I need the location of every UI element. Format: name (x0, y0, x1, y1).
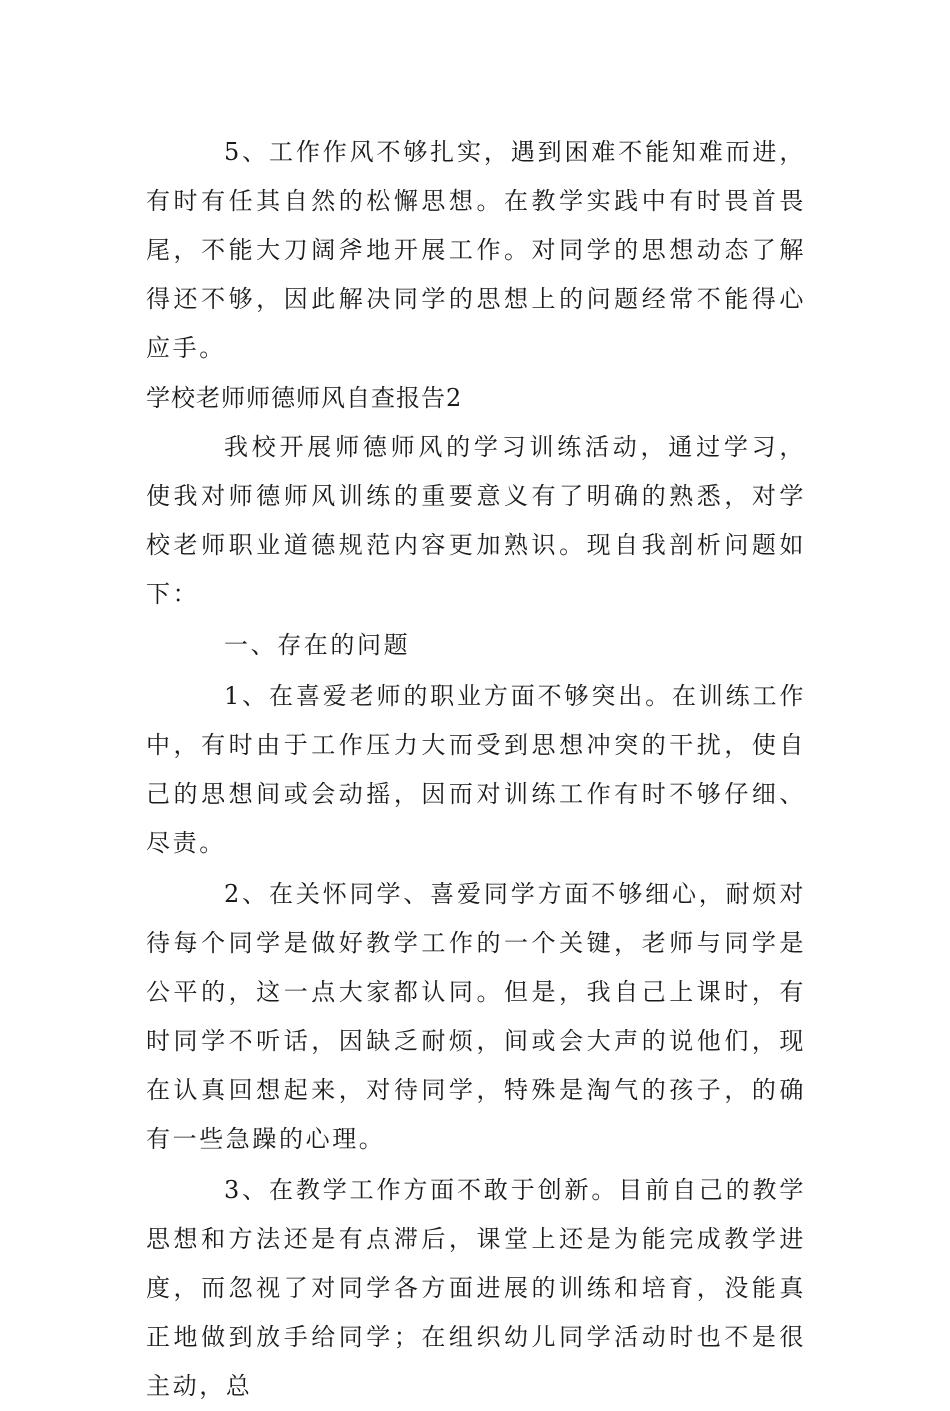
paragraph-item-5: 5、工作作风不够扎实，遇到困难不能知难而进，有时有任其自然的松懈思想。在教学实践中有时畏首畏尾，不能大刀阔斧地开展工作。对同学的思想动态了解得还不够，因此解决同学的思想上的问题经常不能得心应手。 (146, 138, 806, 362)
intro-paragraph: 我校开展师德师风的学习训练活动，通过学习，使我对师德师风训练的重要意义有了明确的熟悉，对学校老师职业道德规范内容更加熟识。现自我剖析问题如下： (146, 433, 806, 608)
document-page (146, 128, 806, 1411)
paragraph-item-2: 2、在关怀同学、喜爱同学方面不够细心，耐烦对待每个同学是做好教学工作的一个关键，老师与同学是公平的，这一点大家都认同。但是，我自己上课时，有时同学不听话，因缺乏耐烦，间或会大声的说他们，现在认真回想起来，对待同学，特殊是淘气的孩子，的确有一些急躁的心理。 (146, 880, 806, 1153)
section-title: 学校老师师德师风自查报告2 (146, 384, 463, 412)
paragraph-item-1: 1、在喜爱老师的职业方面不够突出。在训练工作中，有时由于工作压力大而受到思想冲突的干扰，使自己的思想间或会动摇，因而对训练工作有时不够仔细、尽责。 (146, 682, 806, 857)
problems-heading: 一、存在的问题 (224, 631, 411, 659)
paragraph-item-3: 3、在教学工作方面不敢于创新。目前自己的教学思想和方法还是有点滞后，课堂上还是为能完成教学进度，而忽视了对同学各方面进展的训练和培育，没能真正地做到放手给同学；在组织幼儿同学活动时也不是很主动，总 (146, 1176, 806, 1400)
